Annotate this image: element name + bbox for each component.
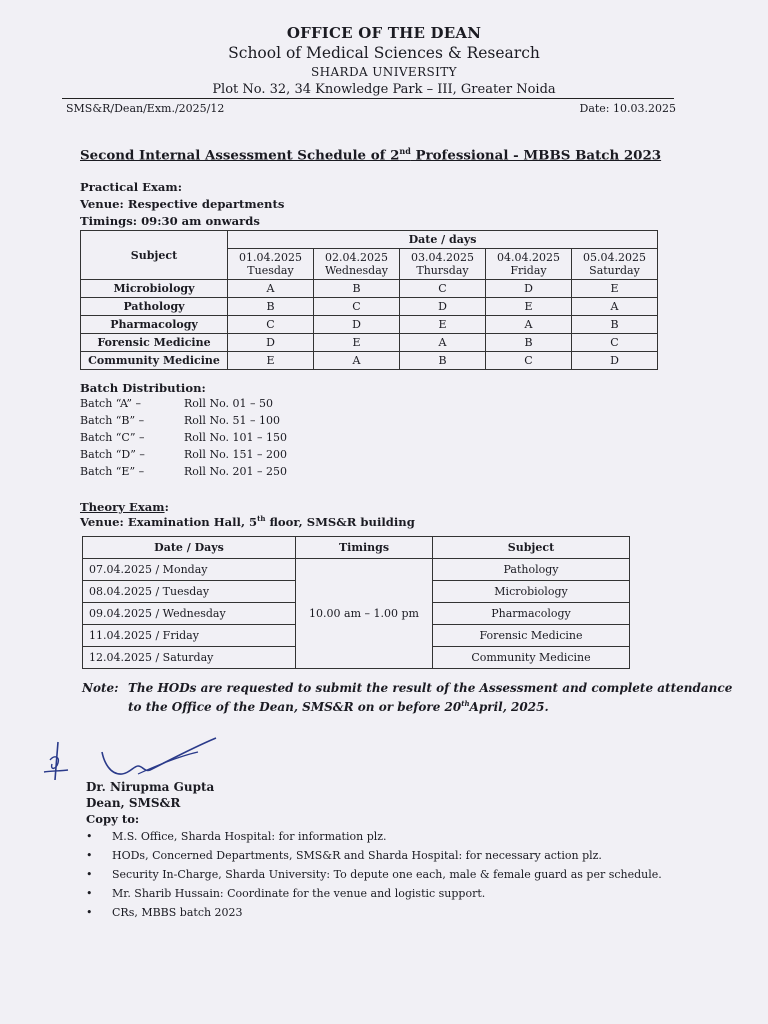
batch-cell: E: [400, 316, 486, 334]
list-item: [86, 849, 602, 862]
theory-date-cell: 08.04.2025 / Tuesday: [83, 581, 296, 603]
office-title: OFFICE OF THE DEAN: [286, 24, 482, 42]
batch-cell: B: [486, 334, 572, 352]
batch-rolls: Roll No. 201 – 250: [184, 465, 287, 478]
theory-heading: Theory Exam:: [80, 500, 169, 514]
list-item: [86, 868, 662, 881]
batch-rolls: Roll No. 01 – 50: [184, 397, 273, 410]
theory-subject-cell: Pharmacology: [433, 603, 630, 625]
theory-date-cell: 09.04.2025 / Wednesday: [83, 603, 296, 625]
bullet-icon: •: [86, 906, 93, 919]
theory-subject-cell: Pathology: [433, 559, 630, 581]
theory-date-cell: 12.04.2025 / Saturday: [83, 647, 296, 669]
document-date: Date: 10.03.2025: [579, 102, 676, 115]
practical-body: [81, 280, 658, 370]
theory-subject-cell: Microbiology: [433, 581, 630, 603]
batch-name: Batch “C” –: [80, 431, 145, 444]
day-header: [228, 249, 314, 280]
batch-cell: B: [228, 298, 314, 316]
theory-subject-cell: Community Medicine: [433, 647, 630, 669]
subject-cell: Pathology: [81, 298, 228, 316]
theory-timings-header: Timings: [296, 537, 433, 559]
batch-name: Batch “B” –: [80, 414, 145, 427]
copy-to-text: Mr. Sharib Hussain: Coordinate for the venue and logistic support.: [112, 887, 486, 900]
subject-cell: Forensic Medicine: [81, 334, 228, 352]
theory-body: [83, 559, 630, 669]
copy-to-text: Security In-Charge, Sharda University: To depute one each, male & female guard as per schedule.: [112, 868, 662, 881]
theory-date-cell: 07.04.2025 / Monday: [83, 559, 296, 581]
day-name: Saturday: [589, 264, 640, 277]
batch-cell: E: [486, 298, 572, 316]
day-date: 01.04.2025: [239, 251, 302, 264]
bullet-icon: •: [86, 887, 93, 900]
batch-cell: C: [400, 280, 486, 298]
day-header: [313, 249, 399, 280]
batch-cell: B: [571, 316, 657, 334]
theory-subject-header: Subject: [433, 537, 630, 559]
list-item: [86, 887, 485, 900]
day-date: 05.04.2025: [583, 251, 646, 264]
batch-cell: A: [486, 316, 572, 334]
batch-cell: D: [400, 298, 486, 316]
subject-cell: Pharmacology: [81, 316, 228, 334]
day-date: 04.04.2025: [497, 251, 560, 264]
batch-cell: C: [571, 334, 657, 352]
university-name: SHARDA UNIVERSITY: [311, 65, 457, 79]
batch-cell: D: [486, 280, 572, 298]
note-label: Note:: [82, 681, 119, 695]
signatory-name: Dr. Nirupma Gupta: [86, 780, 215, 794]
school-name: School of Medical Sciences & Research: [228, 44, 540, 62]
batch-rolls: Roll No. 151 – 200: [184, 448, 287, 461]
batch-cell: A: [400, 334, 486, 352]
theory-date-header: Date / Days: [83, 537, 296, 559]
batch-cell: D: [228, 334, 314, 352]
day-header: [571, 249, 657, 280]
theory-venue: Venue: Examination Hall, 5th floor, SMS&R building: [80, 514, 415, 529]
batch-name: Batch “D” –: [80, 448, 145, 461]
batch-distribution-heading: Batch Distribution:: [80, 381, 206, 395]
note-line-1: The HODs are requested to submit the result of the Assessment and complete attendance: [128, 681, 733, 695]
copy-to-text: CRs, MBBS batch 2023: [112, 906, 243, 919]
day-name: Friday: [510, 264, 547, 277]
document-title: Second Internal Assessment Schedule of 2nd Professional - MBBS Batch 2023: [80, 146, 662, 164]
table-row: [81, 316, 658, 334]
batch-name: Batch “E” –: [80, 465, 145, 478]
batch-cell: B: [400, 352, 486, 370]
batch-cell: A: [313, 352, 399, 370]
day-header: [400, 249, 486, 280]
batch-cell: E: [228, 352, 314, 370]
reference-number: SMS&R/Dean/Exm./2025/12: [66, 102, 225, 115]
table-row: [83, 559, 630, 581]
batch-cell: D: [571, 352, 657, 370]
subject-header: Subject: [81, 231, 228, 280]
practical-heading: Practical Exam:: [80, 180, 182, 194]
practical-schedule-table: [80, 230, 658, 370]
batch-cell: C: [228, 316, 314, 334]
note-line-2: to the Office of the Dean, SMS&R on or before 20thApril, 2025.: [128, 699, 549, 714]
table-row: [81, 352, 658, 370]
table-row: [81, 280, 658, 298]
copy-to-text: M.S. Office, Sharda Hospital: for information plz.: [112, 830, 387, 843]
batch-cell: E: [571, 280, 657, 298]
day-name: Wednesday: [324, 264, 388, 277]
practical-timings: Timings: 09:30 am onwards: [80, 214, 260, 228]
batch-cell: A: [228, 280, 314, 298]
address: Plot No. 32, 34 Knowledge Park – III, Greater Noida: [212, 82, 556, 97]
day-date: 02.04.2025: [325, 251, 388, 264]
table-row: [81, 334, 658, 352]
batch-cell: D: [313, 316, 399, 334]
batch-cell: C: [313, 298, 399, 316]
batch-cell: E: [313, 334, 399, 352]
theory-subject-cell: Forensic Medicine: [433, 625, 630, 647]
day-date: 03.04.2025: [411, 251, 474, 264]
bullet-icon: •: [86, 849, 93, 862]
table-row: [81, 298, 658, 316]
theory-date-cell: 11.04.2025 / Friday: [83, 625, 296, 647]
header-divider: [62, 98, 674, 99]
copy-to-heading: Copy to:: [86, 812, 140, 826]
theory-timings-cell: 10.00 am – 1.00 pm: [296, 559, 433, 669]
batch-cell: A: [571, 298, 657, 316]
date-days-header: Date / days: [228, 231, 658, 249]
subject-cell: Community Medicine: [81, 352, 228, 370]
list-item: [86, 830, 387, 843]
theory-schedule-table: [82, 536, 630, 669]
practical-venue: Venue: Respective departments: [80, 197, 285, 211]
batch-cell: C: [486, 352, 572, 370]
day-name: Thursday: [416, 264, 469, 277]
bullet-icon: •: [86, 830, 93, 843]
batch-rolls: Roll No. 51 – 100: [184, 414, 280, 427]
copy-to-text: HODs, Concerned Departments, SMS&R and Sharda Hospital: for necessary action plz.: [112, 849, 602, 862]
bullet-icon: •: [86, 868, 93, 881]
day-name: Tuesday: [247, 264, 294, 277]
signatory-role: Dean, SMS&R: [86, 796, 181, 810]
batch-name: Batch “A” –: [80, 397, 141, 410]
list-item: [86, 906, 243, 919]
subject-cell: Microbiology: [81, 280, 228, 298]
batch-rolls: Roll No. 101 – 150: [184, 431, 287, 444]
day-header: [486, 249, 572, 280]
batch-cell: B: [313, 280, 399, 298]
